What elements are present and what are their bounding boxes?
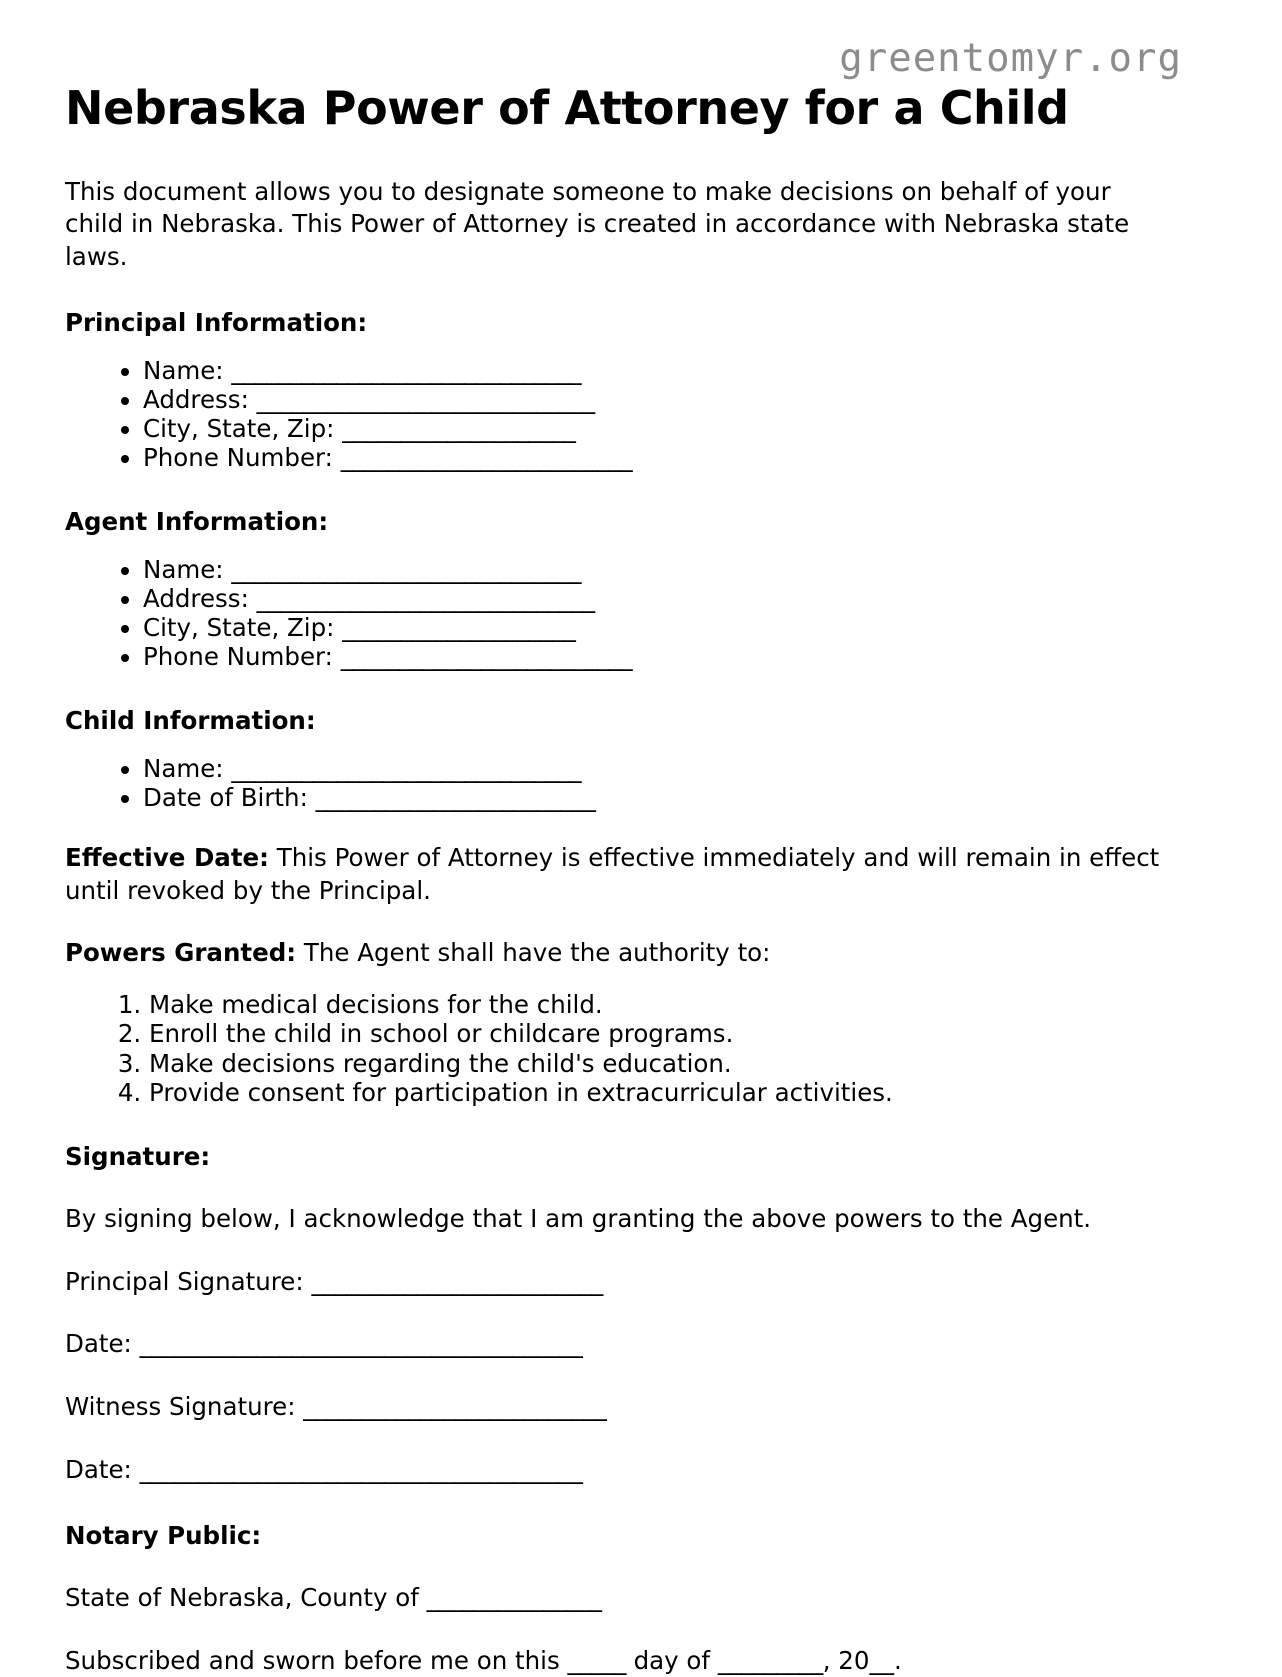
- field-blank[interactable]: _______________: [426, 1582, 602, 1612]
- child-field-list: [65, 737, 1217, 812]
- list-item: 4. Provide consent for participation in extracurricular activities.: [149, 1078, 1217, 1107]
- list-item: [143, 754, 1217, 783]
- effective-date-label: Effective Date:: [65, 843, 269, 873]
- field-label: Witness Signature:: [65, 1391, 296, 1421]
- section-heading-notary: Notary Public:: [65, 1521, 262, 1551]
- field-label: Date of Birth:: [143, 783, 308, 813]
- field-blank[interactable]: _________________________: [340, 443, 632, 473]
- field-label: Address:: [143, 385, 249, 415]
- field-blank[interactable]: ________________________: [315, 783, 596, 813]
- list-item: [143, 356, 1217, 385]
- principal-field-list: [65, 339, 1217, 472]
- powers-granted-text: The Agent shall have the authority to:: [303, 938, 771, 968]
- signature-acknowledgement: By signing below, I acknowledge that I am granting the above powers to the Agent.: [65, 1204, 1092, 1234]
- list-item: 2. Enroll the child in school or childcare programs.: [149, 1019, 1217, 1048]
- field-label: Date:: [65, 1454, 132, 1484]
- list-item: [143, 414, 1217, 443]
- witness-date-line: [65, 1424, 1217, 1487]
- field-label: Principal Signature:: [65, 1266, 304, 1296]
- section-heading-agent: Agent Information:: [65, 507, 329, 537]
- field-label: State of Nebraska, County of: [65, 1582, 419, 1612]
- watermark-text: greentomyr.org: [839, 36, 1182, 81]
- field-label: City, State, Zip:: [143, 414, 335, 444]
- witness-signature-line: [65, 1361, 1217, 1424]
- list-item: [143, 783, 1217, 812]
- field-blank[interactable]: ______________________________: [231, 356, 581, 386]
- field-label: City, State, Zip:: [143, 613, 335, 643]
- field-label: Name:: [143, 555, 224, 585]
- field-blank[interactable]: __________________________: [303, 1391, 607, 1421]
- list-item: [143, 642, 1217, 671]
- list-item: [143, 584, 1217, 613]
- powers-granted-list: [65, 970, 1217, 1108]
- field-label: Address:: [143, 584, 249, 614]
- powers-granted-paragraph: [65, 907, 1160, 970]
- field-label: Date:: [65, 1329, 132, 1359]
- section-heading-signature: Signature:: [65, 1142, 211, 1172]
- list-item: 1. Make medical decisions for the child.: [149, 990, 1217, 1019]
- field-label-suffix: , 20__.: [822, 1645, 902, 1675]
- principal-signature-line: [65, 1236, 1217, 1299]
- field-blank[interactable]: ______________________________: [231, 754, 581, 784]
- list-item: [143, 385, 1217, 414]
- section-heading-principal: Principal Information:: [65, 308, 368, 338]
- field-label: Name:: [143, 356, 224, 386]
- field-blank-month[interactable]: _________: [717, 1645, 823, 1675]
- notary-sworn-line: [65, 1615, 1217, 1677]
- field-blank[interactable]: ____________________: [342, 414, 576, 444]
- section-heading-child: Child Information:: [65, 706, 316, 736]
- field-blank[interactable]: _________________________: [340, 642, 632, 672]
- field-label-mid: day of: [633, 1645, 711, 1675]
- agent-field-list: [65, 538, 1217, 671]
- list-item: 3. Make decisions regarding the child's education.: [149, 1049, 1217, 1078]
- intro-paragraph: This document allows you to designate someone to make decisions on behalf of your child in Nebraska. This Power of Attorney is created in accordance with Nebraska state laws.: [65, 176, 1130, 271]
- field-blank[interactable]: _____________________________: [256, 584, 595, 614]
- field-blank[interactable]: ______________________________________: [139, 1454, 583, 1484]
- field-blank[interactable]: _____________________________: [256, 385, 595, 415]
- field-blank[interactable]: ______________________________: [231, 555, 581, 585]
- field-label: Phone Number:: [143, 642, 333, 672]
- list-item: [143, 555, 1217, 584]
- field-label: Subscribed and sworn before me on this: [65, 1645, 560, 1675]
- notary-state-county-line: [65, 1552, 1217, 1615]
- page-title: Nebraska Power of Attorney for a Child: [65, 81, 1069, 135]
- field-blank[interactable]: ______________________________________: [139, 1329, 583, 1359]
- field-blank[interactable]: _________________________: [311, 1266, 603, 1296]
- list-item: [143, 443, 1217, 472]
- field-label: Name:: [143, 754, 224, 784]
- effective-date-paragraph: [65, 812, 1160, 907]
- field-blank[interactable]: ____________________: [342, 613, 576, 643]
- powers-granted-label: Powers Granted:: [65, 938, 297, 968]
- list-item: [143, 613, 1217, 642]
- effective-date-text: This Power of Attorney is effective immediately and will remain in effect until revoked by the Principal.: [65, 843, 1160, 905]
- principal-date-line: [65, 1298, 1217, 1361]
- field-blank-day[interactable]: _____: [567, 1645, 626, 1675]
- field-label: Phone Number:: [143, 443, 333, 473]
